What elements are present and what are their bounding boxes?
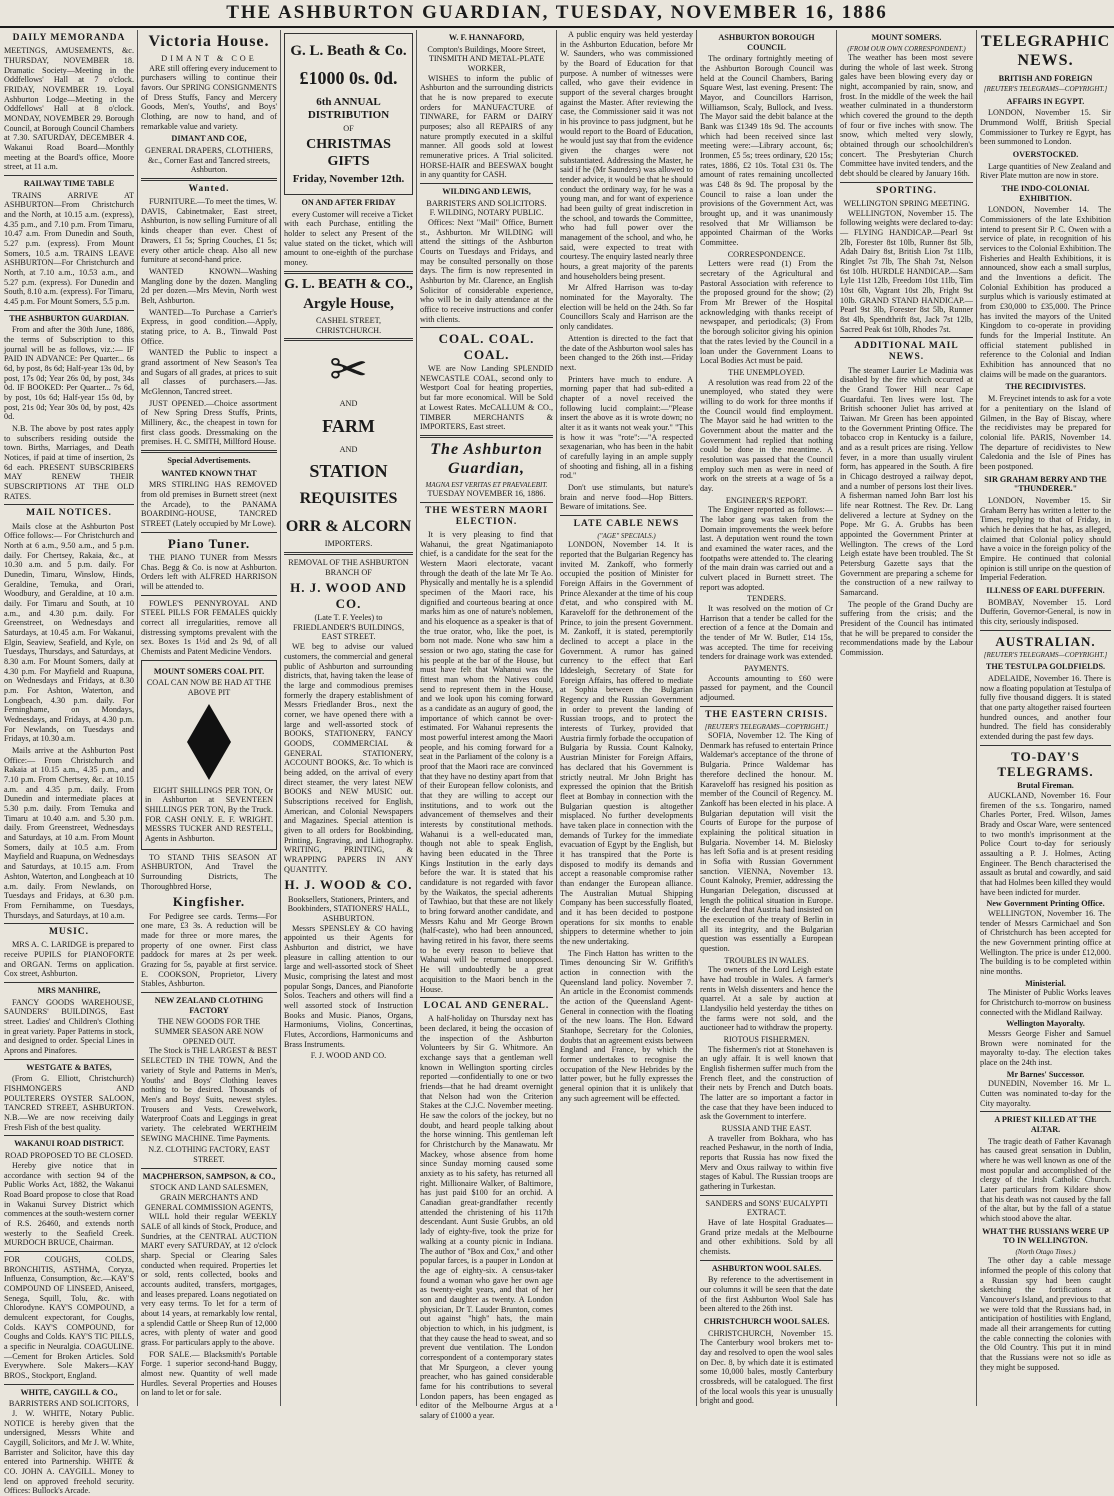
late-cable-text: LONDON, November 14. It is reported that the Bulgarian Regency has invited M. Zankoff, who formerly occupied the position of Minister for Foreign Affairs in the Government of Prince Alexander at the time of his coup d'etat, and who conspired with M. Karaveloff for the dethronement of the Prince, to join the present Government. M. Zankoff, it is stated, peremptorily declined to accept a place in the Government. A rumor has gained currency to the effect that Earl Iddesleigh, Secretary of State for Foreign Affairs, has offered to mediate at Sophia between the Bulgarian Regency and the Russian Government in order to prevent the landing of Russian troops, and to protect the interests of Turkey, provided that Austria firmly forbade the occupation of Bulgaria by Russia. Count Kalnoky, Austrian Minister for Foreign Affairs, has declared that his Government is strictly neutral. Mr John Bright has expressed the opinion that the British fleet at Bombay in connection with the Bulgarian question is altogether misplaced. No further developments have taken place in connection with the demands of Turkey for the immediate evacuation of Egypt by the English, but it has transpired that the Porte is disposed to modify its demands and accept a reasonable compromise rather than endanger the European alliance. The Australian Mutual Shipping Company has been successfully floated, and it has been decided to postpone operations for six months to enable shippers to determine whether to join the new undertaking. — [560, 540, 693, 946]
local-general-text: A half-holiday on Thursday next has been declared, it being the occasion of the inspection of the Ashburton Volunteers by Sir G. Whitmore. An exchange says that a gentleman well known in Wellington sporting circles reported —confidentially to one or two friends—that he had dreamt overnight that Nelson had won the Criterion Stakes at the C.J.C. November meeting. He saw the colors of the jockey, but no doubt, and heard people talking about the horse winning. This gentleman left for Christchurch by the Manawatu. Mr Mackey, whose absence from home since Sunday morning caused some anxiety as to his safety, has returned all right. Millionaire Walker, of Baltimore, has just paid $100 for an orchid. A Canadian great-grandfather recently attended the christening of his 117th descendant. Aunt Susie Grubbs, an old lady of eighty-five, took the prize for walking at a county picnic in Indiana. The author of "Box and Cox," and other popular farces, is a pauper in London at the age of eighty-six. A census-taker found a woman who gave her own age as twenty-eight years, and that of her son and daughter as twenty. A London physician, Dr T. Lauder Brunton, comes out against "high" hats, the main objection to which, in his judgment, is that they cause the head to sweat, and so prevent due ventilation. The London correspondent of a contemporary states that Mr Spurgeon, a clever young preacher, who has gained considerable fame for his contributions to several London papers, has been engaged as editor of the Melbourne Argus at a salary of £1000 a year. — [420, 1014, 553, 1420]
coal-pit-sub: COAL CAN NOW BE HAD AT THE ABOVE PIT — [146, 678, 272, 698]
printers-text: Printers have much to endure. A morning paper that had sub-edited a chapter of a novel received the following lucid complaint:—"Please insert the above as it is wrote down; no alter it as it wants not weak your." "This is how it was "rote":—"A respected sexagenarian, who has been in the habit of carefully laying in an ample supply of shooting and fishing, all in a fishing rod." — [560, 374, 693, 481]
maori-election-text: It is very pleasing to find that Wahanui, the great Ngatimaniapoto chief, is a candidate for the seat for the Western Maori electorate, vacant through the death of the late Mr Te Ao. Physically and mentally he is a splendid specimen of the Maori race, his dignified and courteous bearing at once marks him as one of nature's noblemen, and his eloquence as a speaker is that of the true orator, who, like the poet, is born not made. None who saw him a session or two ago, stating the case for his people at the bar of the House, but must have felt that Wahanui was the fittest man whom the Natives could send to represent them in the House, and we look upon his coming forward as a candidate as an augury of good, the importance of which cannot be over-estimated. For Wahanui represents the most powerful interest among the Maori people, and his coming forward for a seat in the Parliament of the colony is a proof that the Maori race are convinced that they have no destiny apart from that of their European fellow colonists, and that they are willing to accept our institutions, and to work out the advancement of themselves and their interests by constitutional methods. Wahanui is a well-educated man, though not able to speak English, having been educated in the Three Kings Institution in the early days before the war. It is stated that his candidature is not regarded with favor by the Waikatos, the special adherents of Tawhiao, but that these are not likely to bring forward another candidate, and Messrs Kahu and Mr George Brown (half-caste), who had been announced, having retired in his favor, there seems to be every reason to believe that Wahanui will be returned unopposed. He will undoubtedly be a great acquisition to the Maori bench in the House. — [420, 529, 553, 994]
testulpa-title: THE TESTULPA GOLDFIELDS. — [985, 662, 1106, 672]
coal-text: WE are Now Landing SPLENDID NEWCASTLE COAL, second only to Westport Coal for heating properties, but far more economical. Will be Sold at Lowest Rates. McCALLUM & CO., TIMBER MERCHANTS & IMPORTERS, East street. — [420, 364, 553, 432]
victoria-house-text: ARE still offering every inducement to purchasers willing to continue their favors. Our SPRING CONSIGNMENTS of Dress Stuffs, Fancy and Mercery Goods, Men's, Youths', and Boys' Clothing, are now to hand, and of remarkable value and variety. — [141, 63, 277, 131]
wilding-sub: BARRISTERS AND SOLICITORS. — [426, 198, 547, 208]
mail-arrive: Mails arrive at the Ashburton Post Office:— From Christchurch and Rakaia at 10.15 a.m., 4.35 p.m., and 7.10 p.m. From Chertsey, &c. at 10.15 a.m. and 4.35 p.m. daily. From Dunedin and intermediate places at 5.30 p.m. daily. From Temuka and Timaru at 10.40 a.m. and 5.30 p.m. daily. From Greenstreet, Wednesdays and Saturdays, at 10 a.m. From Mount Somers, daily at 10.5 a.m. From Mayfield and Ruapuna, on Wednesdays and Saturdays, at 10.15 a.m. From Ashton, Waterton, and Longbeach at 10 a.m. daily. From Newlands, on Tuesdays and Fridays, at 6.30 p.m. From Fernihamme, on Tuesdays, Thursdays, and Saturdays, at 10 a.m. — [4, 746, 134, 920]
mayoralty-text: Messrs George Fisher and Samuel Brown were nominated for the mayoralty to-day. The election takes place on the 24th inst. — [980, 1029, 1111, 1068]
eastern-crisis-text: SOFIA, November 12. The King of Denmark has refused to entertain Prince Waldemar's acceptance of the throne of Bulgaria. Prince Waldemar has therefore declined the honour. M. Karaveloff has resigned his position as member of the Council of Regency. M. Zankoff has been elected in his place. A Bulgarian deputation will visit the Courts of Europe for the purpose of explaining the political situation in Bulgaria. November 14. M. Bielosky has left Sofia and is at present residing in Sofia with Russian Government sanction. VIENNA, November 13. Count Kalnoky, Premier, addressing the Hungarian Delegation, discussed at length the political situation in Europe. He declared that Austria had insisted on the execution of the treaty of Berlin in all its integrity, and the Bulgarian question was essentially a European question. — [700, 731, 833, 953]
white-title: WHITE, CAYGILL & CO., — [20, 1387, 118, 1397]
column-2 — [141, 30, 277, 1406]
nz-clothing-text: The Stock is THE LARGEST & BEST SELECTED IN THE TOWN, And the variety of Style and Patterns in Men's, Youths' and Boys' Clothing leaves nothing to be desired. Thousands of Men's and Boys' Suits, newest styles. Trousers and Vests. Crewelwork, Waterproof Coats and Leggings in great variety. The celebrated WERTHEIM SEWING MACHINE. Time Payments. — [141, 1046, 277, 1143]
dimant-firm: DIMANT AND COE, — [171, 134, 247, 144]
russia-text: A traveller from Bokhara, who has reached Peshawur, in the north of India, reports that Russia has now fixed the Merv and Oxus railway to within five stages of Kabul. The Russian troops are gathering in Turkestan. — [700, 1133, 833, 1192]
coal-title: COAL. COAL. COAL. — [438, 331, 535, 362]
wilding-title: WILDING AND LEWIS, — [442, 187, 531, 197]
nz-clothing-title: NEW ZEALAND CLOTHING FACTORY — [154, 996, 264, 1015]
coal-pit-text: EIGHT SHILLINGS PER TON, Or in Ashburton at SEVENTEEN SHILLINGS PER TON, By the Truck. FOR CASH ONLY. E. F. WRIGHT. MESSRS TUCKER AND RESTELL, Agents in Ashburton. — [145, 785, 273, 844]
westgate-title: WESTGATE & BATES, — [26, 1062, 112, 1072]
coal-pit-ad — [141, 660, 277, 850]
column-rule — [137, 30, 138, 1406]
fishermen-text: The fishermen's riot at Stonehaven is an ugly affair. It is well known that English fishermen suffer much from the French fleet, and the construction of their nets by French and Dutch boats. The latter are so important a factor in the case that they have been induced to ask the Government to interfere. — [700, 1044, 833, 1122]
column-1 — [4, 30, 134, 1496]
wool-sales-text: By reference to the advertisement in our columns it will be seen that the date of the first Ashburton Wool Sale has been altered to the 26th inst. — [700, 1275, 833, 1314]
russians-text: The other day a cable message informed the people of this colony that a Russian spy had been caught sketching the fortifications at Vancouver's Island, and previous to that we were told that the Russians had, in anticipation of hostilities with England, made all their arrangements for cutting the cable connecting the colonies with the Old Country. This put it in mind that the Russians were not so idle as they might be supposed. — [980, 1256, 1111, 1372]
rail-title: RAILWAY TIME TABLE — [23, 178, 115, 188]
macpherson-sale: FOR SALE.— Blacksmith's Portable Forge. 1 superior second-hand Buggy, almost new. Quantity of well made Hurdles. Several Properties and Houses on land to let or for sale. — [141, 1349, 277, 1398]
importers: IMPORTERS. — [324, 539, 373, 549]
wakanui-title: WAKANUI ROAD DISTRICT. — [14, 1139, 124, 1149]
column-rule — [696, 30, 697, 1406]
beath2-name: G. L. BEATH & CO., — [284, 276, 413, 292]
guardian-note: N.B. The above by post rates apply to subscribers residing outside the town. Births, Marriages, and Death Notices, if paid at time of insertion, 2s 6d each. PRESENT SUBSCRIBERS MAY RENEW THEIR SUBSCRIPTIONS AT THE OLD RATES. — [4, 424, 134, 501]
enquiry-text: A public enquiry was held yesterday in the Ashburton Education, before Mr W. Saunders, who was commissioned by the Board of Education for that purpose. A number of witnesses were called, who gave their evidence in support of the several charges brought against the Master. After reviewing the case, the Commissioner said it was not in his province to pass judgment, but he would report to the Board of Education, he would just say that from the evidence given the charges were not substantiated. Addressing the Master, he said if he (Mr Saunders) was allowed to tender advice, it would be that he should conduct the ordinary way, for he was a young man, and for want of experience had been guilty of great indiscretion in the school, and towards the Committee, who had full power over the management of the school, and who, he said, were expected to treat with courtesy. The enquiry lasted nearly three hours, a great majority of the parents and householders being present. — [560, 30, 693, 281]
hannaford-title: W. F. HANNAFORD, — [448, 33, 525, 42]
australian-tag: [REUTER'S TELEGRAMS—COPYRIGHT.] — [983, 650, 1108, 659]
nz-clothing-sub: THE NEW GOODS FOR THE SUMMER SEASON ARE NOW OPENED OUT. — [154, 1017, 264, 1046]
mayoralty-title: Wellington Mayoralty. — [1006, 1019, 1085, 1029]
stand-text: TO STAND THIS SEASON AT ASHBURTON, And Travel the Surrounding Districts, The Thoroughbred Horse, — [141, 852, 277, 891]
macpherson-text: WILL hold their regular WEEKLY SALE of all kinds of Stock, Produce, and Sundries, at the CENTRAL AUCTION MART every SATURDAY, at 12 o'clock sharp. Special or Clearing Sales conducted when required. Properties let or sold, rents collected, books and accounts audited, transfers, mortgages, and leases prepared. Loans negotiated on very easy terms. To let for a term of about 14 years, at remarkably low rental, a splendid Cattle or Sheep Run of 12,000 acres, with plenty of water and good grass. For particulars apply to the above. — [141, 1212, 277, 1347]
egypt-title: AFFAIRS IN EGYPT. — [1006, 96, 1085, 106]
recidivistes-text: M. Freycinet intends to ask for a vote for a penitentiary on the Island of Gilmen, in the Bay of Biscay, where the recidivistes may be prepared for colonial life. PARIS, November 14. The departure of recidivistes to New Caledonia and the Isle of Pines has been postponed. — [980, 394, 1111, 471]
sanders-text: Have of late Hospital Graduates—Grand prize medals at the Melbourne and other exhibitions. Sold by all chemists. — [700, 1218, 833, 1257]
maori-election-title: THE WESTERN MAORI ELECTION. — [425, 505, 548, 527]
late-cable-sub: ("AGE" SPECIALS.) — [597, 532, 656, 541]
payments-text: Accounts amounting to £60 were passed for payment, and the Council adjourned. — [700, 673, 833, 703]
station-heading: STATION — [309, 461, 388, 482]
order-text: every Customer will receive a Ticket with each Purchase, entitling the holder to select any Present of the value stated on the ticket, which will amount to one-eighth of the purchase money. — [284, 209, 413, 268]
coughs-text: FOR COUGHS, COLDS, BRONCHITIS, ASTHMA, Coryza, Influenza, Consumption, &c.—KAY'S COMPOUND OF LINSEED, Aniseed, Senega, Squill, Tolu, &c. with Chlorodyne. KAY'S COMPOUND, a demulcent expectorant, for Coughs, Colds. KAY'S COMPOUND, for Coughs and Colds. KAY'S TIC PILLS, a specific in Neuralgia. COAGULINE.—Cement for Broken Articles. Sold Everywhere. Sole Makers—KAY BROS., Stockport, England. — [4, 1254, 134, 1380]
berry-text: LONDON, November 15. Sir Graham Berry has written a letter to the Times, replying to that of Friday, in which he denies that he has, as alleged, claimed that Colonial policy should have a voice in the foreign policy of the Empire. He continued that colonial opinion is still unripe on the question of Imperial Federation. — [980, 495, 1111, 583]
additional-mail-text-2: The people of the Grand Duchy are suffering from the crisis; and the President of the Council has intimated that he will be prepared to consider the recommendations made by the Labour Commission. — [840, 599, 973, 658]
eastern-crisis-sub: [REUTER'S TELEGRAMS—COPYRIGHT.] — [704, 722, 829, 731]
chch-wool-title: CHRISTCHURCH WOOL SALES. — [703, 1317, 830, 1327]
wool-date-text: Attention is directed to the fact that the date of the Ashburton wool sales has been changed to the 26th inst.—Friday next. — [560, 333, 693, 372]
local-general-title: LOCAL AND GENERAL. — [423, 1001, 550, 1012]
removal-sub: (Late T. F. Yeeles) to FRIEDLANDER'S BUILDINGS, EAST STREET. — [292, 613, 405, 642]
wilding-text: Offices: Next "Mail" Office, Burnett st., Ashburton. Mr WILDING will attend the sittings of the Ashburton Courts on Tuesdays and Fridays, and may be consulted personally on those days. The firm is now represented in Ashburton by Mr. Clarence, an English Solicitor of considerable experience, who will be in daily attendance at the office to receive instructions and confer with clients. — [420, 218, 553, 324]
beath-amount: £1000 0s. 0d. — [299, 67, 398, 88]
wanted-title: Wanted. — [188, 183, 230, 194]
column-4 — [420, 30, 553, 1420]
white-text: J. W. WHITE, Notary Public. NOTICE is hereby given that the undersigned, Messrs White and Caygill, Solicitors, and Mr J. W. White, Barrister and Solicitor, have this day entered into Partnership. WHITE & CO. JOHN A. CAYGILL. Money to lend on approved freehold security. Offices: Bullock's Arcade. — [4, 1408, 134, 1496]
paper-date: TUESDAY NOVEMBER 16, 1886. — [427, 488, 546, 498]
wanted-tea: WANTED the Public to inspect a grand assortment of New Season's Tea and Sugars of all grades, at prices to suit all classes of purchasers.—Jas. McGlennon, Tancred street. — [141, 348, 277, 396]
engineer-text: The Engineer reported as follows:—The labor gang was taken from the Domain improvements the week before last. A deputation went round the town and examined the water races, and the footpaths were attended to. The clearing of the main drain was carried out and a culvert placed in Burnett street. The report was adopted. — [700, 505, 833, 592]
stirling-text: MRS STIRLING HAS REMOVED from old premises in Burnett street (next the Arcade), to the PANAMA BOARDING-HOUSE, TANCRED STREET (Lately occupied by Mr Lowe). — [141, 480, 277, 528]
overstocked-text: Large quantities of New Zealand and River Plate mutton are now in store. — [980, 161, 1111, 181]
farm-heading: FARM — [322, 416, 375, 437]
additional-mail-text: The steamer Laurier Le Madinia was disabled by the fire which occurred at the Grand Tower Hill near Cape Guardafui. Ten lives were lost. The British schooner Juliet has arrived at Taiwan. Mr Green has been appointed to the Government Printing Office. The tobacco crop in Kentucky is a failure, and as a result prices are rising. Yellow fever, in a more than usually virulent form, has appeared in the South. A fire in Chicago destroyed a railway depot, and a number of persons lost their lives. A fisherman named John Barr lost his life near Rottnest. The Rev. Dr. Lang delivered a lecture at Sydney on the Pope. Mr G. A. Grubbs has been appointed the Government Printer at Wellington. The crews of the Lord Leigh estate have been troubled. The St Petersburg Gazette says that the Government are preparing a scheme for the construction of a new railway to Samarcand. — [840, 365, 973, 598]
beath-annual: 6th ANNUAL DISTRIBUTION — [307, 96, 390, 122]
testulpa-text: ADELAIDE, November 16. There is now a floating population at Testulpa of fully five thousand diggers. It is stated that one party altogether raised fourteen hundred ounces, and another four hundred. The field has considerably extended during the past few days. — [980, 673, 1111, 741]
unemployed-text: A resolution was read from 22 of the unemployed, who stated they were willing to do work for three months if the Council would find employment. The Mayor said he had written to the Government about the matter and the Government had replied that nothing could be done in the meantime. A resolution was passed that the Council employ such men as were in need of work on the streets at a wage of 5s a day. — [700, 377, 833, 493]
mount-somers-title: MOUNT SOMERS. — [871, 33, 942, 42]
tenders-title: TENDERS. — [747, 594, 786, 604]
wakanui-text: Hereby give notice that in accordance with section 94 of the Public Works Act, 1882, the Wakanui Road Board propose to close that Road in Wakanui Survey District which commences at the south-western corner of R.S. 26460, and extends north westerly to the Seafield Creek. MURDOCH BRUCE, Chairman. — [4, 1160, 134, 1248]
telegraphic-tag: [REUTER'S TELEGRAMS—COPYRIGHT.] — [983, 85, 1108, 94]
and-2: AND — [339, 444, 358, 454]
removal-text: WE beg to advise our valued customers, the commercial and general public of Ashburton and surrounding districts, that, having taken the lease of the large and commodious premises formerly the drapery establishment of Messrs Friedlander Bros., next the corner, we have opened there with a large and well-assorted stock of BOOKS, STATIONERY, FANCY GOODS, COMMERCIAL & GENERAL STATIONERY, ACCOUNT BOOKS, &c. To which is being added, on the arrival of every direct steamer, the very latest NEW BOOKS and NEW MUSIC out. Subscriptions received for English, American, and Colonial Newspapers and Magazines. Special attention is given to all orders for Bookbinding, Printing, Engraving, and Lithography. WRITING, PRINTING, & WRAPPING PAPERS IN ANY QUANTITY. — [284, 642, 413, 874]
column-rule — [976, 30, 977, 1406]
mayoralty-text: Mr Alfred Harrison was to-day nominated for the Mayoralty. The election will be held on the 24th. So far Councillors Scaly and Harrison are the only candidates. — [560, 283, 693, 332]
special-ads-title: Special Advertisements. — [167, 455, 251, 465]
payments-title: PAYMENTS. — [744, 664, 789, 673]
wales-title: TROUBLES IN WALES. — [724, 955, 809, 965]
coal-pit-title: MOUNT SOMERS COAL PIT. — [153, 666, 265, 676]
barnes-text: DUNEDIN, November 16. Mr L. Cutten was nominated to-day for the City mayoralty. — [980, 1079, 1111, 1108]
mount-somers-sub: (FROM OUR OWN CORRESPONDENT.) — [847, 44, 966, 53]
beath-name: G. L. Beath & Co. — [290, 43, 407, 59]
telegraphic-title: TELEGRAPHIC NEWS. — [980, 33, 1111, 69]
wakanui-sub: ROAD PROPOSED TO BE CLOSED. — [4, 1151, 134, 1161]
memo-title: DAILY MEMORANDA — [12, 33, 126, 43]
paper-motto: MAGNA EST VERITAS ET PRAEVALEBIT. — [425, 480, 548, 489]
wales-text: The owners of the Lord Leigh estate have had trouble in Wales. A farmer's rents in Welsh dissenters and hence the quarrel. At a sale by auction at Llandysilio held yesterday the tithes on the farms were not sold, and the auctioneer had to withdraw the property. — [700, 965, 833, 1033]
dufferin-text: BOMBAY, November 15. Lord Dufferin, Governor-General, is now in this city, seriously indisposed. — [980, 597, 1111, 626]
column-3 — [284, 30, 413, 1406]
beath2-house: Argyle House, — [303, 296, 394, 313]
piano-title: Piano Tuner. — [167, 535, 251, 551]
priest-title: A PRIEST KILLED AT THE ALTAR. — [994, 1115, 1097, 1135]
white-sub: BARRISTERS AND SOLICITORS, — [8, 1399, 130, 1409]
ministerial-text: The Minister of Public Works leaves for Christchurch to-morrow on business connected with the Midland Railway. — [980, 988, 1111, 1017]
column-8 — [980, 30, 1111, 1406]
victoria-house-sub: DIMANT & COE — [161, 53, 257, 63]
removal-firm: H. J. WOOD AND CO. — [290, 580, 407, 611]
music-text: MRS A. C. LARIDGE is prepared to receive PUPILS for PIANOFORTE and ORGAN. Terms on application. Cox street, Ashburton. — [4, 940, 134, 979]
eastern-crisis-title: THE EASTERN CRISIS. — [705, 709, 828, 720]
fishermen-title: RIOTOUS FISHERMEN. — [723, 1034, 810, 1044]
nz-clothing-foot: N.Z. CLOTHING FACTORY, EAST STREET. — [148, 1145, 270, 1164]
victoria-house-title: Victoria House. — [148, 33, 270, 50]
telegraphic-sub: BRITISH AND FOREIGN — [998, 73, 1093, 83]
manhire-title: MRS MANHIRE, — [37, 986, 101, 996]
spring-meeting-title: WELLINGTON SPRING MEETING. — [843, 198, 970, 208]
wanted-furniture: FURNITURE.—To meet the times, W. DAVIS, Cabinetmaker, East street, Ashburton, is now selling Furniture of all kinds cheaper than ever. Chest of Drawers, £1 5s; Spring Couches, £1 5s; every other article cheap. Also all new furniture at second-hand price. — [141, 197, 277, 265]
piano-text: THE PIANO TUNER from Messrs Chas. Begg & Co. is now at Ashburton. Orders left with ALFRED HARRISON will be attended to. — [141, 552, 277, 591]
wood-text: Messrs SPENSLEY & CO having appointed us their Agents for Ashburton and district, we have pleasure in calling attention to our large and well-assorted stock of Sheet Music, comprising the latest and most popular Songs, Dances, and Pianoforte Solos. Teachers and others will find a well assorted stock of Instruction Books and Music. Pianos, Organs, Harmoniums, Violins, Concertinas, Flutes, Accordions, Harmonicums and Brass Instruments. — [284, 923, 413, 1049]
music-title: MUSIC. — [48, 927, 90, 938]
wanted-express: WANTED—To Purchase a Carrier's Express, in good condition.—Apply, stating price, to A. B., Tinwald Post Office. — [141, 307, 277, 346]
beath-of: OF — [343, 124, 354, 134]
wood-foot: F. J. WOOD AND CO. — [310, 1051, 387, 1061]
stirling-head: WANTED KNOWN THAT — [161, 468, 257, 478]
diamond-icon — [187, 704, 231, 742]
column-rule — [280, 30, 281, 1406]
scissors-icon: ✂ — [329, 344, 368, 396]
mail-title: MAIL NOTICES. — [26, 508, 112, 519]
pills-text: FOWLE'S PENNYROYAL AND STEEL PILLS FOR FEMALES quickly correct all irregularities, remove all distressing symptoms prevalent with the sex. Boxes 1s 1½d and 2s 9d, of all Chemists and Patent Medicine Vendors. — [141, 598, 277, 657]
ministerial-title: Ministerial. — [1025, 978, 1066, 988]
australian-title: AUSTRALIAN. — [995, 633, 1096, 649]
egypt-text: LONDON, November 15. Sir Drummond Wolff, British Special Commissioner to Turkey re Egypt, has been summoned to London. — [980, 108, 1111, 147]
priest-text: The tragic death of Father Kavanagh has caused great sensation in Dublin, where he was well known as one of the most popular and accomplished of the clergy of the Irish Catholic Church. Later particulars from Kildare show that his death was not caused by the fall of the altar, but by the fall of a statue which stood above the altar. — [980, 1136, 1111, 1224]
late-cable-title: LATE CABLE NEWS — [573, 518, 680, 529]
hannaford-sub: Compton's Buildings, Moore Street, TINSMITH AND METAL-PLATE WORKER, — [427, 44, 546, 74]
column-7 — [840, 30, 973, 1406]
westgate-text: (From G. Elliott, Christchurch) FISHMONGERS AND POULTERERS OYSTER SALOON, TANCRED STREET, ASHBURTON. N.B.—We are now receiving daily Fresh Fish of the best quality. — [4, 1074, 134, 1132]
column-rule — [836, 30, 837, 1406]
column-rule — [416, 30, 417, 1406]
kingfisher-name: Kingfisher. — [172, 894, 246, 910]
requisites-heading: REQUISITES — [299, 490, 398, 508]
chch-wool-text: CHRISTCHURCH, November 15. The Canterbury wool brokers met to-day and resolved to open the wool sales on Dec. 8, by which date it is estimated some 10,000 bales, mostly Canterbury crossbreds, will be catalogued. The first of the local wools this year is unusually bright and good. — [700, 1328, 833, 1406]
beath-christmas-ad — [284, 33, 413, 195]
guardian-title: THE ASHBURTON GUARDIAN. — [9, 313, 129, 323]
indo-colonial-title: THE INDO-COLONIAL EXHIBITION. — [1001, 184, 1090, 203]
wood-sub: Booksellers, Stationers, Printers, and Bookbinders, STATIONERS' HALL, ASHBURTON. — [287, 894, 410, 923]
printing-text: WELLINGTON, November 16. The tender of Messrs Carmichael and Son of Christchurch has been accepted for the new Government printing office at Wellington. The price is under £12,000. The building is to be completed within nine months. — [980, 908, 1111, 976]
dimant-firm-sub: GENERAL DRAPERS, CLOTHIERS, &c., Corner East and Tancred streets, Ashburton. — [145, 145, 273, 175]
barnes-title: Mr Barnes' Successor. — [1006, 1069, 1085, 1079]
russians-title: WHAT THE RUSSIANS WERE UP TO IN WELLINGTON. — [982, 1226, 1109, 1246]
indo-colonial-text: LONDON, November 14. The Commissioners of the late Exhibition intend to present Sir P. C. Owen with a service of plate, in recognition of his services to the Colonial Exhibition. The Fisheries and Health Exhibitions, it is announced, show each a small surplus, and the Inventions a deficit. The Colonial Exhibition has produced a surplus which is variously estimated at from £30,000 to £35,000. The Prince has invited the mayors of the United Kingdom to co-operate in providing funds for the Imperial Institute. An official statement published in reference to the Colonial and Indian Exhibition has announced that no claims will be made on the guarantors. — [980, 205, 1111, 379]
rail-text: TRAINS ARRIVE AT ASHBURTON—From Christchurch and the North, at 10.15 a.m. (express), 4.35 p.m., and 7.10 p.m. From Timaru, 10.47 a.m. From Dunedin and South, 5.27 p.m. (express). From Mount Somers, 10.5 a.m. TRAINS LEAVE ASHBURTON—For Christchurch and North, at 7.10 a.m., 10.53 a.m., and 5.27 p.m. (express). For Dunedin and South, 8.10 a.m. (express). For Timaru, 4.45 p.m. For Mount Somers, 5.5 p.m. — [4, 190, 134, 306]
removal-title: REMOVAL OF THE ASHBURTON BRANCH OF — [288, 558, 409, 577]
beath-gifts: CHRISTMAS GIFTS — [306, 137, 391, 169]
column-rule — [556, 30, 557, 1406]
masthead-title: THE ASHBURTON GUARDIAN, TUESDAY, NOVEMBER 16, 1886 — [0, 0, 1114, 28]
mount-somers-text: The weather has been most severe during the whole of last week. Strong gales have been blowing every day or night, accompanied by rain, snow, and frost. In the middle of the week the hail weather culminated in a thunderstorm which covered the ground to the depth of four or five inches with snow. The snow, which melted very slowly, obtained through our schoolchildren's concert. The Presbyterian Church Committee have invited tenders, and the debt should be cleared by January 16th. — [840, 52, 973, 178]
overstocked-title: OVERSTOCKED. — [1012, 150, 1079, 160]
tenders-text: It was resolved on the motion of Cr Harrison that a tender be called for the erection of a fence at the Domain and the tender of Mr W. Butler, £14 15s, was accepted. The time for receiving tenders for drainage work was extended. — [700, 603, 833, 662]
brutal-title: Brutal Fireman. — [1017, 781, 1074, 791]
wanted-washing: WANTED KNOWN—Washing Mangling done by the dozen. Mangling 2d per dozen.—Mrs Mevin, North west Belt, Ashburton. — [141, 266, 277, 305]
todays-telegrams-title: TO-DAY'S TELEGRAMS. — [997, 748, 1094, 779]
guardian-text: From and after the 30th June, 1886, the terms of Subscription to this journal will be as follows, viz.:— IF PAID IN ADVANCE: Per Quarter... 6s 6d, by post, 8s 6d; Half-year 13s 0d, by post, 17s 0d; Year 26s 0d, by post, 34s 0d. IF BOOKED: Per Quarter... 7s 6d, by post, 10s 6d; Half-year 15s 0d, by post, 21s 0d; Year 30s 0d, by post, 42s 0d. — [4, 325, 134, 422]
late-cable-text-2: The Finch Hatton has written to the Times denouncing Sir W. Griffith's action in connection with the Queensland land policy. November 7. An article in the Economist commends the action of the Queensland Agent-General in connection with the floating of the new loans. The Hon. Edward Stanhope, Secretary for the Colonies, doubts that an agreement exists between England and France, by which the former undertakes to recognise the occupation of the New Hebrides by the latter power, but he fully expresses the general opinion that it is unlikely that any such agreement will be effected. — [560, 948, 693, 1103]
beath-date: Friday, November 12th. — [292, 173, 405, 186]
additional-mail-title: ADDITIONAL MAIL NEWS. — [854, 341, 959, 363]
sporting-title: SPORTING. — [876, 185, 937, 196]
stand-detail: For Pedigree see cards. Terms—For one mare, £3 3s. A reduction will be made for three or more mares, the property of one owner. First class paddock for mares at 2s per week. Grazing for 5s, payable at first service. E. COOKSON, Proprietor, Livery Stables, Ashburton. — [141, 911, 277, 989]
wilding-name: F. WILDING, NOTARY PUBLIC. — [429, 208, 544, 218]
correspondence-text: Letters were read (1) From the secretary of the Agricultural and Pastoral Association with reference to the proposed ground for the show; (2) From Mr Brewer of the Hospital acknowledging with thanks receipt of newspaper, and periodicals; (3) From the borough solicitor giving his opinion that the rates levied by the Council in a loan under the Government Loans to Local Bodies Act must be paid. — [700, 259, 833, 366]
spring-meeting-text: WELLINGTON, November 15. The following weights were declared to-day:— FLYING HANDICAP.—Pearl 9st 2lb, Forester 8st 10lb, Runner 8st 5lb, Adah Dairy 8st, British Lion 7st 11lb, Ringlet 7st 7lb, The Shah 7st, Nelson 6st 10lb. HURDLE HANDICAP.—Sam Lyle 11st 12lb, Freedom 10st 11lb, Tim 10st 6lb, Vagrant 10st 2lb, Fright 9st 10lb. GRAND STAND HANDICAP.—Pearl 9st 3lb, Forester 8st 5lb, Runner 8st 4lb, Spendthrift 8st, Jack 7st 12lb, Sacred Peak 6st 10lb, Rhodes 7st. — [840, 208, 973, 334]
manhire-text: FANCY GOODS WAREHOUSE, SAUNDERS' BUILDINGS, East street. Ladies' and Children's Clothing in great variety. Paper Patterns in stock, and designed to order. Special Lines in Aprons and Pinafores. — [4, 997, 134, 1056]
wood-title: H. J. WOOD & CO. — [284, 877, 413, 893]
russia-title: RUSSIA AND THE EAST. — [721, 1124, 812, 1134]
macpherson-sub: STOCK AND LAND SALESMEN, GRAIN MERCHANTS AND GENERAL COMMISSION AGENTS, — [144, 1183, 274, 1212]
and-1: AND — [339, 399, 358, 409]
unemployed-title: THE UNEMPLOYED. — [728, 367, 805, 377]
engineer-title: ENGINEER'S REPORT. — [725, 495, 808, 505]
orr-alcorn-heading: ORR & ALCORN — [285, 517, 412, 535]
correspondence-title: CORRESPONDENCE. — [727, 249, 806, 259]
russians-sub: (North Otago Times.) — [1015, 1248, 1076, 1257]
column-6 — [700, 30, 833, 1406]
sanders-title: SANDERS and SONS' EUCALYPTI EXTRACT. — [705, 1198, 828, 1218]
beath2-addr: CASHEL STREET, CHRISTCHURCH. — [315, 316, 382, 335]
paper-title: The Ashburton Guardian, — [430, 440, 543, 477]
macpherson-title: MACPHERSON, SAMPSON, & CO., — [142, 1171, 276, 1181]
recidivistes-title: THE RECIDIVISTES. — [1005, 382, 1086, 392]
wanted-dress: JUST OPENED.—Choice assortment of New Spring Dress Stuffs, Prints, Millinery, &c., the cheapest in town for first class goods. Dressmaking on the premises. H. C. SMITH, Millford House. — [141, 398, 277, 447]
council-text: The ordinary fortnightly meeting of the Ashburton Borough Council was held at the Council Chambers, Baring Square West, last evening. Present: The Mayor, and Councillors Harrison, Williamson, Scaly, Bullock, and Ivess. The Mayor said the debit balance at the Bank was £1349 18s 9d. The accounts which had been received since last meeting were:—Library account, 6s; Ironmen, £5 5s; trees ordinary, £20 15s; rates, 1886, £2 10s. Total £31 0s. The amount of rates remaining uncollected was £48 8s 9d. The proposal by the Council to raise a loan under the provisions of the Government Act, was brought up, and it was unanimously resolved that Mr Williamson be appointed Chairman of the Works Committee. — [700, 54, 833, 248]
hannaford-text: WISHES to inform the public of Ashburton and the surrounding districts that he is now prepared to execute orders for MANUFACTURE of TINWARE, for FARM or DAIRY purposes; also all REPAIRS of any nature promptly executed in a skilful manner. All goods sold at lowest remunerative prices. A Trial solicited. HORSE-HAIR and BEESWAX bought in any quantity for CASH. — [420, 73, 553, 180]
council-title: ASHBURTON BOROUGH COUNCIL — [718, 33, 815, 52]
wool-sales-title: ASHBURTON WOOL SALES. — [711, 1263, 822, 1273]
printing-title: New Government Printing Office. — [986, 899, 1105, 909]
order-title: ON AND AFTER FRIDAY — [301, 198, 396, 208]
memo-text: MEETINGS, AMUSEMENTS, &c. THURSDAY, NOVEMBER 18. Dramatic Society—Meeting in the Oddfellows' Hall at 7 o'clock. FRIDAY, NOVEMBER 19. Loyal Ashburton Lodge—Meeting in the Oddfellows' Hall at 8 o'clock. MONDAY, NOVEMBER 29. Borough Council, at Borough Council Chambers at 7.30. SATURDAY, DECEMBER 4. Wakanui Road Board—Monthly meeting at the Board's office, Moore street, at 11 a.m. — [4, 46, 134, 172]
column-5 — [560, 30, 693, 1406]
dufferin-title: ILLNESS OF EARL DUFFERIN. — [986, 585, 1105, 595]
mail-text: Mails close at the Ashburton Post Office follows:— For Christchurch and North at 6 a.m., 9.50 a.m., and 5 p.m. daily. For Chertsey, Rakaia, &c., at 10.30 a.m. and 5 p.m. daily. For Dunedin, Timaru, Winslow, Hinds, Geraldine, Temuka, and Orari, Woodbury, and Geraldine, at 10 a.m. daily. For Timaru and South, at 10 a.m., and 4.30 p.m. daily. For Greenstreet, on Wednesdays and Saturdays, at 10.45 a.m. For Wakanui, Elgin, Seaview, Seafield, and Kyle, on Tuesdays, Thursdays, and Saturdays, at 8.30 a.m. For Mount Somers, daily at 4.30 p.m. For Mayfield and Ruapuna, on Wednesdays and Fridays, at 8.30 p.m. For Ashton, Waterton, and Longbeach, 4.30 p.m. daily. For Ferninghame, on Mondays, Wednesdays, and Fridays, at 4.30 p.m. For Newlands, on Tuesdays and Fridays, at 10.30 a.m. — [4, 521, 134, 744]
hop-bitters-text: Don't use stimulants, but nature's brain and nerve food—Hop Bitters. Beware of imitations. See. — [560, 482, 693, 512]
berry-title: SIR GRAHAM BERRY AND THE "THUNDERER." — [984, 474, 1107, 494]
brutal-text: AUCKLAND, November 16. Four firemen of the s.s. Tongariro, named Charles Porter, Fred. Wilson, James Brady and Oscar Ware, were sentenced to two month's imprisonment at the Police Court to-day for seriously assaulting a P. J. Holmes, Acting Engineer. The Bench characterised the assault as brutal and cowardly, and said that had Holmes been killed they would have been indicted for murder. — [980, 790, 1111, 897]
